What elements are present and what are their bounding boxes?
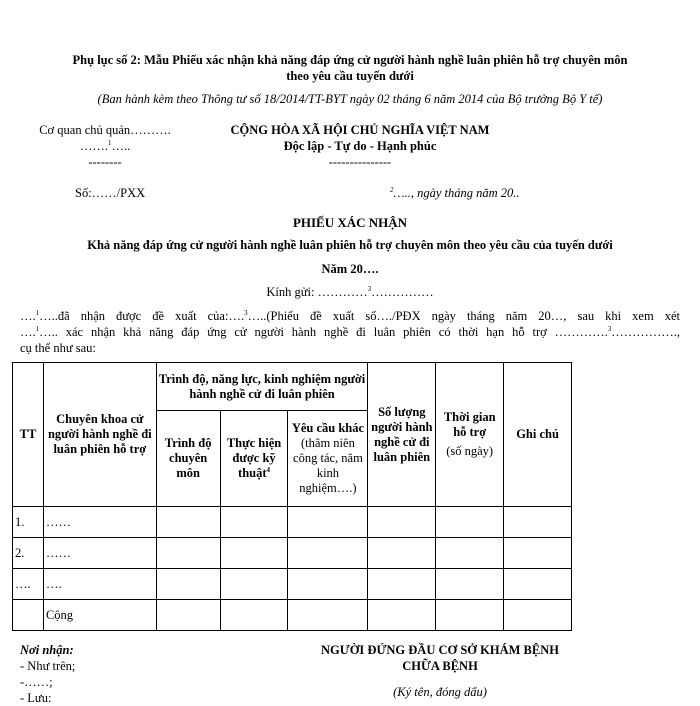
- footnote-ref: 3: [367, 284, 372, 293]
- cell-empty: [436, 600, 504, 631]
- cell-specialty: ……: [43, 507, 156, 538]
- cell-empty: [156, 507, 220, 538]
- agency-sub-b: …..: [111, 139, 131, 153]
- addressee-prefix: Kính gửi: …………: [266, 285, 368, 299]
- table-row: [13, 569, 572, 600]
- cell-specialty: ……: [43, 538, 156, 569]
- cell-empty: [288, 538, 368, 569]
- cell-empty: [156, 569, 220, 600]
- signer-title-line1: NGƯỜI ĐỨNG ĐẦU CƠ SỞ KHÁM BỆNH: [321, 643, 559, 657]
- form-year: Năm 20….: [321, 262, 379, 276]
- appendix-title-line2: theo yêu cầu tuyến dưới: [286, 69, 414, 83]
- cell-specialty: Cộng: [43, 600, 156, 631]
- cell-empty: [436, 569, 504, 600]
- footnote-ref: 3: [607, 324, 612, 333]
- republic-name: CỘNG HÒA XÃ HỘI CHỦ NGHĨA VIỆT NAM: [230, 123, 490, 137]
- cell-tt: 1.: [13, 507, 44, 538]
- cell-empty: [220, 507, 288, 538]
- header-duration-label: Thời gian hỗ trợ: [443, 410, 496, 439]
- header-tt: TT: [13, 363, 44, 507]
- cell-empty: [504, 538, 572, 569]
- body-line1: [20, 308, 680, 324]
- cell-empty: [156, 600, 220, 631]
- table-row-total: [13, 600, 572, 631]
- cell-empty: [368, 569, 436, 600]
- appendix-title: [20, 52, 680, 84]
- body-paragraph: [20, 308, 680, 356]
- addressee-suffix: ……………: [371, 285, 434, 299]
- cell-tt: 2.: [13, 538, 44, 569]
- signature-block: [285, 642, 595, 700]
- header-other-detail: (thâm niên công tác, năm kinh nghiệm….): [293, 436, 363, 495]
- cell-specialty: ….: [43, 569, 156, 600]
- cell-empty: [288, 507, 368, 538]
- referral-table: [12, 362, 572, 631]
- form-title: PHIẾU XÁC NHẬN: [292, 215, 408, 230]
- form-subtitle: Khả năng đáp ứng cử người hành nghề luân phiên hỗ trợ chuyên môn theo yêu cầu của tuyến dưới: [87, 238, 613, 252]
- agency-sub: [20, 138, 190, 154]
- header-technique: [220, 411, 288, 507]
- agency-name: Cơ quan chủ quản……….: [39, 123, 171, 137]
- footnote-ref: 1: [107, 138, 112, 147]
- body-line2: [20, 324, 680, 340]
- body-text: ….. xác nhận khả năng đáp ứng cử người hành nghề đi luân phiên có thời hạn hỗ trợ ………….: [39, 325, 608, 339]
- cell-empty: [288, 569, 368, 600]
- header-count: Số lượng người hành nghề cử đi luân phiên: [368, 363, 436, 507]
- footnote-ref: 2: [390, 185, 394, 194]
- recipients-label: Nơi nhận:: [20, 643, 74, 657]
- cell-empty: [220, 538, 288, 569]
- footnote-ref: 4: [266, 465, 271, 474]
- cell-empty: [368, 507, 436, 538]
- cell-empty: [436, 538, 504, 569]
- header-technique-label: Thực hiện được kỹ thuật: [226, 436, 282, 480]
- cell-empty: [220, 600, 288, 631]
- footnote-ref: 1: [35, 308, 40, 317]
- cell-empty: [156, 538, 220, 569]
- header-qualification-group: Trình độ, năng lực, kinh nghiệm người hành nghề cử đi luân phiên: [156, 363, 368, 411]
- date-text: ….., ngày tháng năm 20..: [393, 186, 520, 200]
- cell-empty: [368, 600, 436, 631]
- header-note: Ghi chú: [504, 363, 572, 507]
- footnote-ref: 1: [35, 324, 40, 333]
- body-text: …..đã nhận được đề xuất của:….: [39, 309, 245, 323]
- cell-tt: [13, 600, 44, 631]
- header-other: [288, 411, 368, 507]
- agency-header: [20, 122, 190, 170]
- cell-empty: [436, 507, 504, 538]
- national-motto: Độc lập - Tự do - Hạnh phúc: [283, 139, 437, 153]
- recipient-item: - Lưu:: [20, 691, 52, 705]
- recipient-item: - Như trên;: [20, 659, 76, 673]
- appendix-title-line1: Phụ lục số 2: Mẫu Phiếu xác nhận khả năng đáp ứng cử người hành nghề luân phiên hỗ trợ chuyên môn: [72, 53, 628, 67]
- agency-dashes: --------: [88, 155, 122, 169]
- cell-empty: [368, 538, 436, 569]
- body-text: ….: [20, 325, 36, 339]
- body-line3: cụ thể như sau:: [20, 341, 96, 355]
- body-text: …………….,: [611, 325, 680, 339]
- table-row: [13, 507, 572, 538]
- footnote-ref: 3: [244, 308, 248, 317]
- recipient-item: -……;: [20, 675, 53, 689]
- cell-tt: ….: [13, 569, 44, 600]
- republic-header: [210, 122, 510, 170]
- table-row: [13, 538, 572, 569]
- cell-empty: [504, 569, 572, 600]
- document-number: Số:……/PXX: [75, 186, 146, 200]
- agency-sub-a: …….: [79, 139, 108, 153]
- header-other-label: Yêu cầu khác: [291, 421, 365, 435]
- cell-empty: [220, 569, 288, 600]
- body-text: …..(Phiếu đề xuất số…./PĐX ngày tháng năm 20…, sau khi xem xét: [247, 309, 680, 323]
- header-duration: [436, 363, 504, 507]
- sign-note: (Ký tên, đóng dấu): [393, 685, 487, 699]
- recipients-block: [20, 642, 220, 706]
- header-duration-unit: (số ngày): [446, 444, 494, 458]
- issued-with-note: (Ban hành kèm theo Thông tư số 18/2014/TT-BYT ngày 02 tháng 6 năm 2014 của Bộ trưởng Bộ Y tế): [97, 92, 603, 106]
- republic-dashes: ---------------: [328, 155, 392, 169]
- body-text: ….: [20, 309, 36, 323]
- cell-empty: [504, 507, 572, 538]
- cell-empty: [504, 600, 572, 631]
- cell-empty: [288, 600, 368, 631]
- signer-title-line2: CHỮA BỆNH: [402, 659, 478, 673]
- addressee: [20, 285, 680, 300]
- place-date: [390, 186, 520, 201]
- header-level: Trình độ chuyên môn: [156, 411, 220, 507]
- header-specialty: Chuyên khoa cử người hành nghề đi luân phiên hỗ trợ: [43, 363, 156, 507]
